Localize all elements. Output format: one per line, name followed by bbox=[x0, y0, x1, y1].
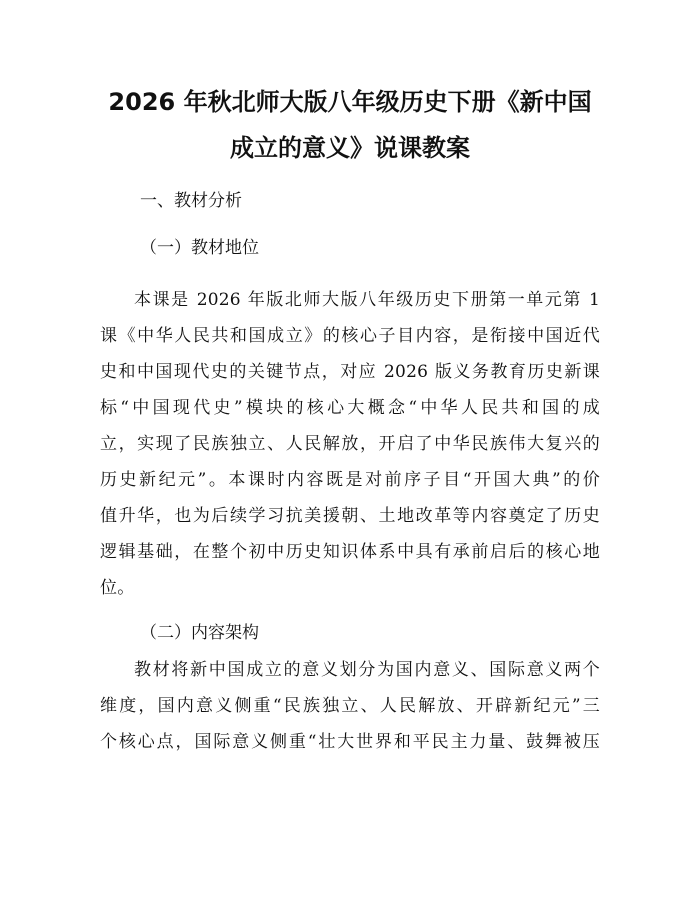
paragraph-line: 维度，国内意义侧重“民族独立、人民解放、开辟新纪元”三 bbox=[100, 696, 600, 716]
section-heading-textbook-analysis: 一、教材分析 bbox=[140, 191, 242, 211]
paragraph-line: 课《中华人民共和国成立》的核心子目内容，是衔接中国近代 bbox=[100, 326, 600, 346]
paragraph-line: 本课是 2026 年版北师大版八年级历史下册第一单元第 1 bbox=[134, 290, 600, 310]
document-title-line-2: 成立的意义》说课教案 bbox=[230, 134, 470, 162]
paragraph-line: 个核心点，国际意义侧重“壮大世界和平民主力量、鼓舞被压 bbox=[100, 732, 600, 752]
paragraph-line: 标“中国现代史”模块的核心大概念“中华人民共和国的成 bbox=[100, 398, 600, 418]
paragraph-content-structure bbox=[100, 652, 600, 760]
paragraph-textbook-position bbox=[100, 282, 600, 606]
paragraph-line: 教材将新中国成立的意义划分为国内意义、国际意义两个 bbox=[134, 660, 600, 680]
subsection-heading-textbook-position: （一）教材地位 bbox=[140, 238, 259, 258]
paragraph-line: 立，实现了民族独立、人民解放，开启了中华民族伟大复兴的 bbox=[100, 434, 600, 454]
paragraph-line: 史和中国现代史的关键节点，对应 2026 版义务教育历史新课 bbox=[100, 362, 600, 382]
paragraph-line: 值升华，也为后续学习抗美援朝、土地改革等内容奠定了历史 bbox=[100, 506, 600, 526]
document-title-line-1: 2026 年秋北师大版八年级历史下册《新中国 bbox=[108, 88, 592, 116]
paragraph-line: 位。 bbox=[100, 578, 135, 598]
paragraph-line: 逻辑基础，在整个初中历史知识体系中具有承前启后的核心地 bbox=[100, 542, 600, 562]
subsection-heading-content-structure: （二）内容架构 bbox=[140, 623, 259, 643]
paragraph-line: 历史新纪元”。本课时内容既是对前序子目“开国大典”的价 bbox=[100, 470, 600, 490]
